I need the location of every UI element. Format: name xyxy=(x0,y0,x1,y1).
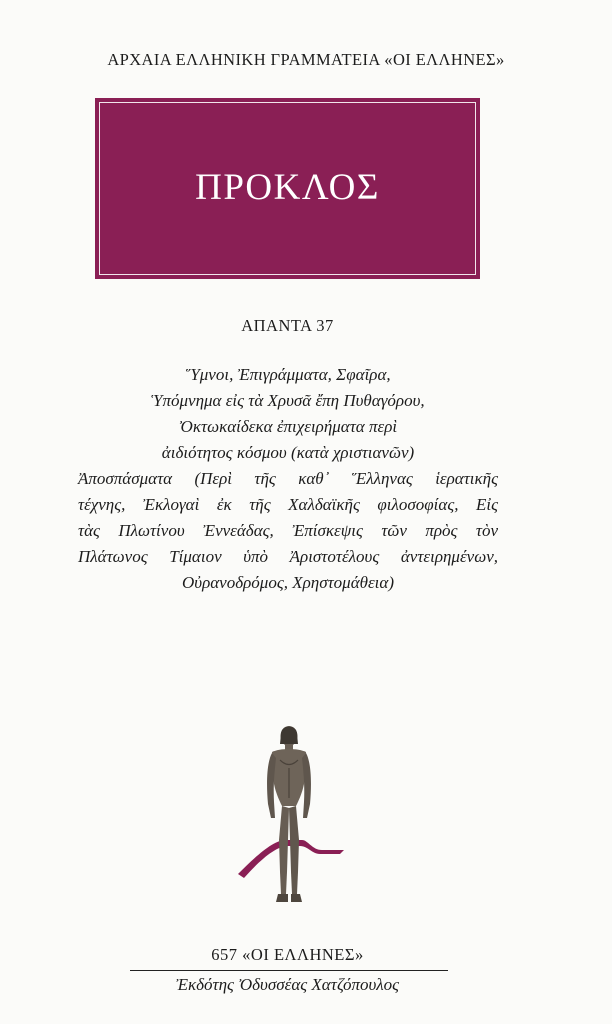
contents-line: ἀιδιότητος κόσμου (κατὰ χριστιανῶν) xyxy=(161,443,415,462)
contents-list xyxy=(78,362,498,596)
kouros-statue-logo xyxy=(236,722,346,912)
publisher-name: Ἐκδότης Ὀδυσσέας Χατζόπουλος xyxy=(175,975,400,994)
contents-line: Πλάτωνος Τίμαιον ὑπὸ Ἀριστοτέλους ἀντειρημένων, xyxy=(78,547,498,566)
contents-line: Ὀκτωκαίδεκα ἐπιχειρήματα περὶ xyxy=(178,417,398,436)
contents-line: Οὐρανοδρόμος, Χρηστομάθεια) xyxy=(182,573,394,592)
divider xyxy=(130,970,448,971)
author-name: ΠΡΟΚΛΟΣ xyxy=(195,167,380,208)
series-number: 657 «ΟΙ ΕΛΛΗΝΕΣ» xyxy=(211,945,364,964)
contents-line: Ὕμνοι, Ἐπιγράμματα, Σφαῖρα, xyxy=(185,365,391,384)
contents-line: Ἀποσπάσματα (Περὶ τῆς καθ᾽ Ἕλληνας ἱερατικῆς xyxy=(78,469,498,488)
contents-line: Ὑπόμνημα εἰς τὰ Χρυσᾶ ἔπη Πυθαγόρου, xyxy=(151,391,425,410)
statue-leg-left xyxy=(279,806,289,894)
title-box xyxy=(95,98,480,279)
series-title: ΑΡΧΑΙΑ ΕΛΛΗΝΙΚΗ ΓΡΑΜΜΑΤΕΙΑ «ΟΙ ΕΛΛΗΝΕΣ» xyxy=(107,50,505,69)
contents-line: τὰς Πλωτίνου Ἐννεάδας, Ἐπίσκεψις τῶν πρὸς τὸν xyxy=(78,521,498,540)
contents-line: τέχνης, Ἐκλογαὶ ἐκ τῆς Χαλδαϊκῆς φιλοσοφίας, Εἰς xyxy=(78,495,498,514)
volume-label: ΑΠΑΝΤΑ 37 xyxy=(241,316,334,335)
statue-leg-right xyxy=(289,806,299,894)
